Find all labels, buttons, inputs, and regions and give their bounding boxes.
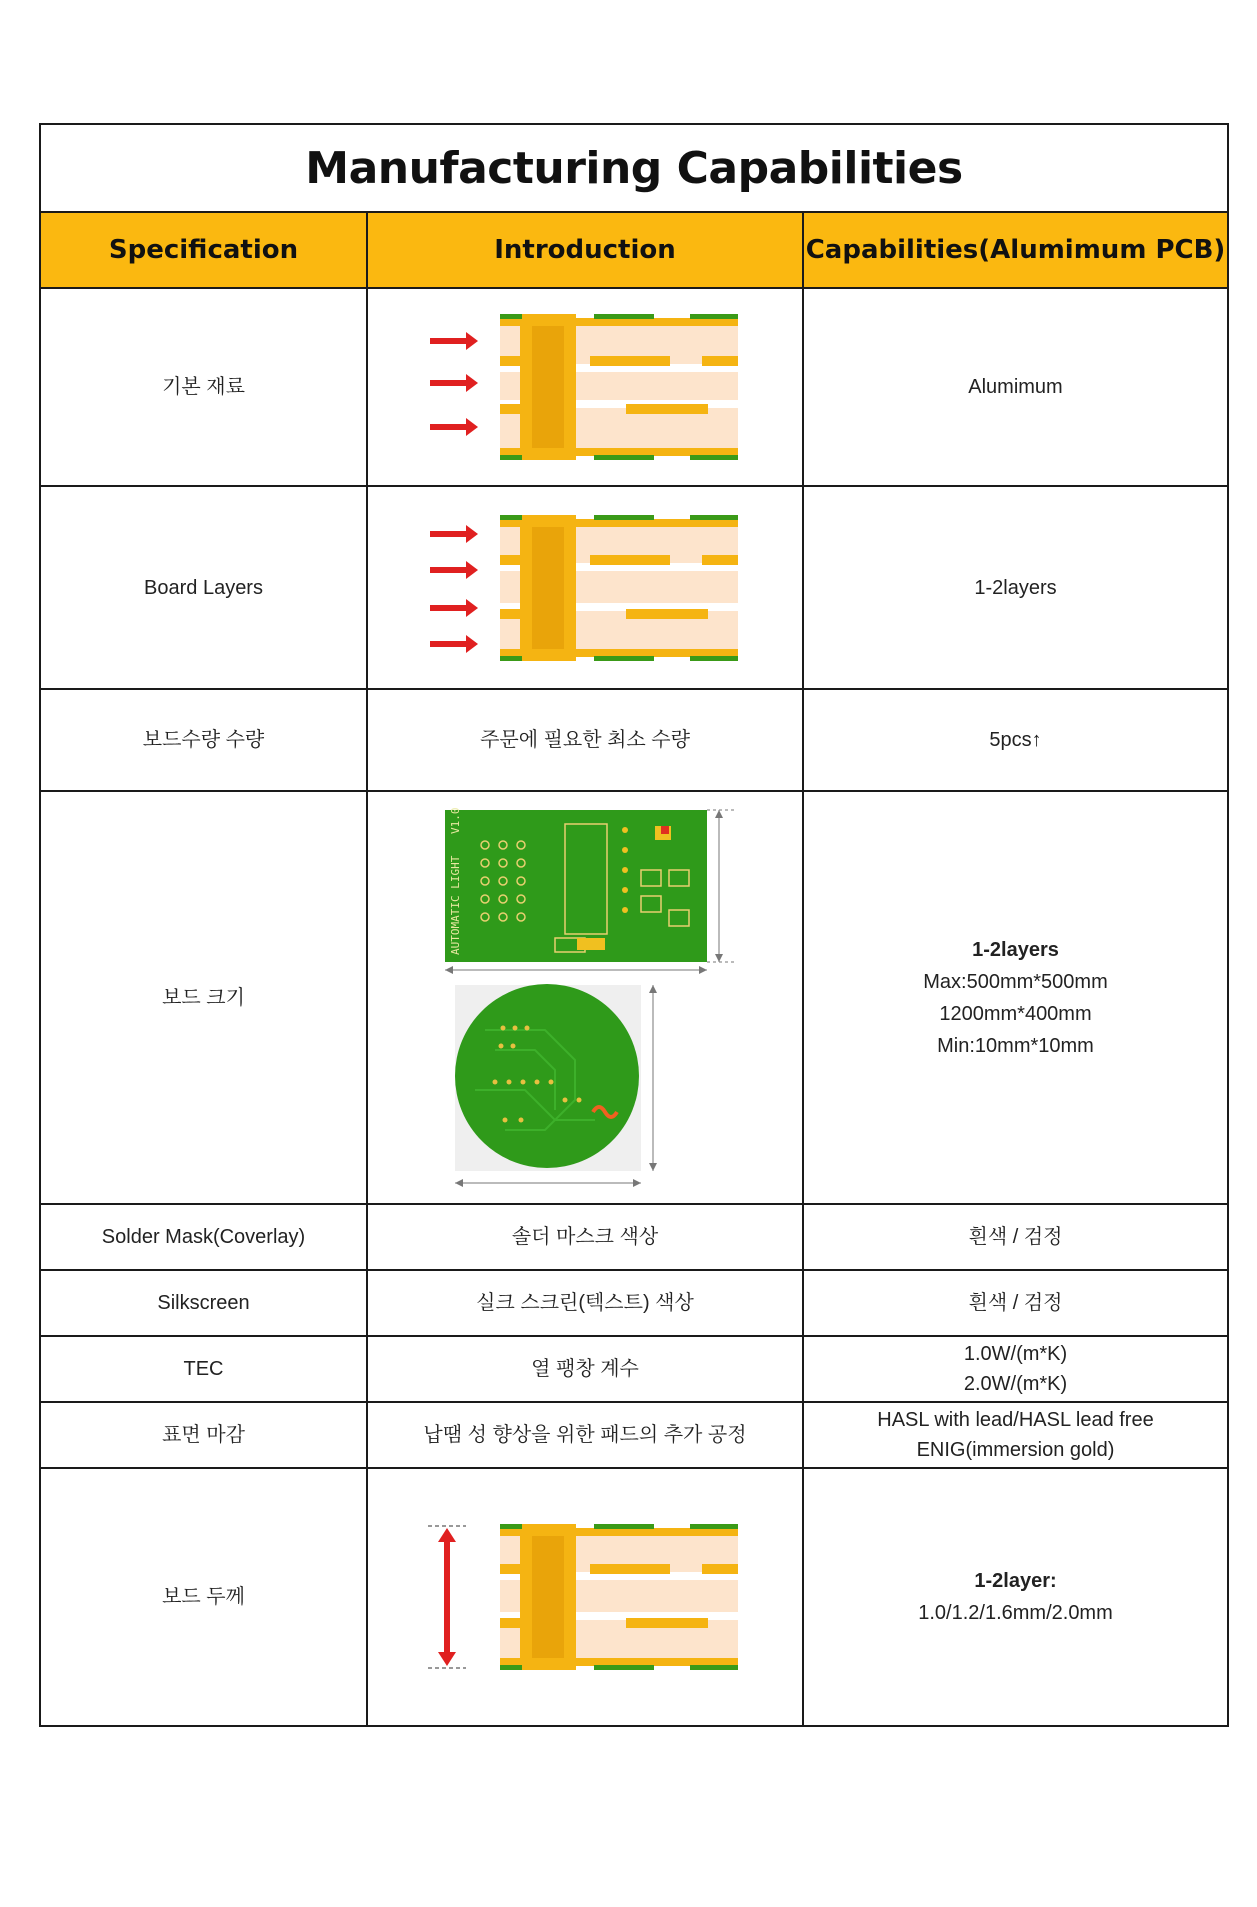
spec-cell: Silkscreen (40, 1270, 367, 1336)
table-row (40, 1204, 1228, 1270)
capabilities-sheet (39, 123, 1227, 1727)
table-row (40, 1468, 1228, 1726)
table-row (40, 1336, 1228, 1402)
capability-cell: 1-2layers (803, 486, 1228, 689)
capability-line: ENIG(immersion gold) (916, 1439, 1115, 1461)
intro-cell: 열 팽창 계수 (367, 1336, 803, 1402)
pcb-board-photos (425, 800, 745, 1195)
capability-line: 1-2layers (972, 938, 1059, 961)
capability-line: Max:500mm*500mm (923, 970, 1108, 993)
capability-cell (803, 791, 1228, 1204)
header-introduction: Introduction (367, 212, 803, 288)
capability-cell: 5pcs↑ (803, 689, 1228, 791)
header-capabilities: Capabilities(Alumimum PCB) (803, 212, 1228, 288)
table-row (40, 1270, 1228, 1336)
pcb-stack-icon (420, 312, 750, 462)
capability-cell: Alumimum (803, 288, 1228, 486)
intro-cell: 솔더 마스크 색상 (367, 1204, 803, 1270)
table-row (40, 288, 1228, 486)
capability-line: 1200mm*400mm (939, 1002, 1092, 1025)
board-label-2: V1.0 (449, 807, 462, 834)
capabilities-table (39, 123, 1229, 1727)
spec-cell: 표면 마감 (40, 1402, 367, 1468)
spec-cell: Solder Mask(Coverlay) (40, 1204, 367, 1270)
intro-cell: 납땜 성 향상을 위한 패드의 추가 공정 (367, 1402, 803, 1468)
capability-cell (803, 1402, 1228, 1468)
pcb-stack-icon (420, 513, 750, 663)
intro-cell (367, 1468, 803, 1726)
capability-cell (803, 1336, 1228, 1402)
capability-line: 2.0W/(m*K) (963, 1373, 1068, 1395)
page-title: Manufacturing Capabilities (40, 124, 1228, 212)
capability-line: Min:10mm*10mm (937, 1034, 1094, 1057)
table-row (40, 1402, 1228, 1468)
intro-cell (367, 486, 803, 689)
spec-cell: 보드수량 수량 (40, 689, 367, 791)
spec-cell: TEC (40, 1336, 367, 1402)
board-label-1: AUTOMATIC LIGHT (449, 855, 462, 955)
capability-cell: 흰색 / 검정 (803, 1204, 1228, 1270)
table-row (40, 486, 1228, 689)
header-specification: Specification (40, 212, 367, 288)
capability-line: 1.0W/(m*K) (963, 1343, 1068, 1365)
spec-cell: 보드 두께 (40, 1468, 367, 1726)
capability-line: HASL with lead/HASL lead free (877, 1409, 1154, 1431)
table-row (40, 791, 1228, 1204)
intro-cell: 실크 스크린(텍스트) 색상 (367, 1270, 803, 1336)
capability-line: 1.0/1.2/1.6mm/2.0mm (918, 1602, 1113, 1624)
intro-cell (367, 288, 803, 486)
spec-cell: 기본 재료 (40, 288, 367, 486)
intro-cell: 주문에 필요한 최소 수량 (367, 689, 803, 791)
table-row (40, 689, 1228, 791)
capability-cell (803, 1468, 1228, 1726)
pcb-thickness-icon (420, 1522, 750, 1672)
capability-cell: 흰색 / 검정 (803, 1270, 1228, 1336)
spec-cell: Board Layers (40, 486, 367, 689)
spec-cell: 보드 크기 (40, 791, 367, 1204)
intro-cell (367, 791, 803, 1204)
capability-line: 1-2layer: (974, 1570, 1057, 1592)
